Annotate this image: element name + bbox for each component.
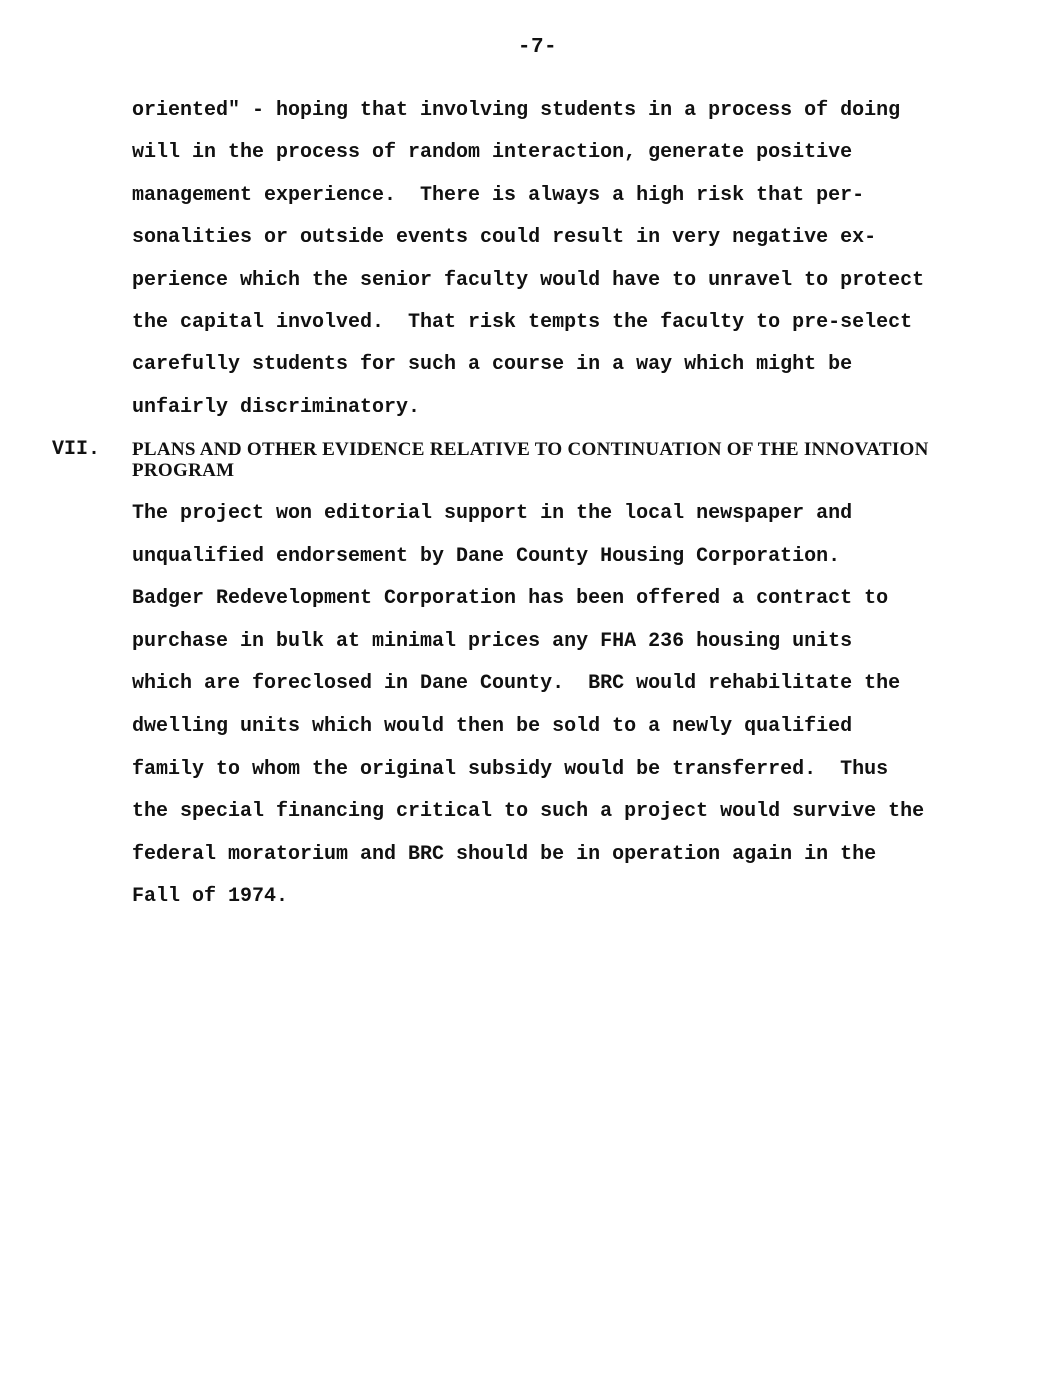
- section-heading-line: PLANS AND OTHER EVIDENCE RELATIVE TO CONTINUATION OF THE INNOVATION: [132, 439, 929, 460]
- section-heading: [132, 439, 1012, 481]
- text-line: federal moratorium and BRC should be in operation again in the: [132, 842, 877, 866]
- text-line: Badger Redevelopment Corporation has been offered a contract to: [132, 587, 889, 611]
- text-line: management experience. There is always a high risk that per-: [132, 183, 865, 207]
- paragraph-section-body: [132, 493, 1012, 919]
- text-line: family to whom the original subsidy would be transferred. Thus: [132, 757, 889, 781]
- text-line: the special financing critical to such a project would survive the: [132, 800, 925, 824]
- text-line: will in the process of random interaction, generate positive: [132, 141, 853, 165]
- page-number: -7-: [517, 36, 558, 59]
- text-line: unqualified endorsement by Dane County Housing Corporation.: [132, 544, 841, 568]
- text-line: carefully students for such a course in a way which might be: [132, 353, 853, 377]
- section-heading-line: PROGRAM: [132, 460, 235, 481]
- text-line: The project won editorial support in the local newspaper and: [132, 502, 853, 525]
- text-line: which are foreclosed in Dane County. BRC would rehabilitate the: [132, 672, 901, 696]
- text-line: Fall of 1974.: [132, 885, 289, 909]
- text-line: oriented" - hoping that involving students in a process of doing: [132, 99, 901, 122]
- text-line: perience which the senior faculty would have to unravel to protect: [132, 268, 925, 292]
- section-number: VII.: [52, 438, 101, 461]
- text-line: sonalities or outside events could result in very negative ex-: [132, 226, 877, 250]
- text-line: purchase in bulk at minimal prices any FHA 236 housing units: [132, 629, 853, 653]
- text-line: the capital involved. That risk tempts the faculty to pre-select: [132, 310, 913, 334]
- text-line: dwelling units which would then be sold to a newly qualified: [132, 714, 853, 738]
- text-line: unfairly discriminatory.: [132, 395, 421, 419]
- paragraph-continuation: [132, 90, 1012, 429]
